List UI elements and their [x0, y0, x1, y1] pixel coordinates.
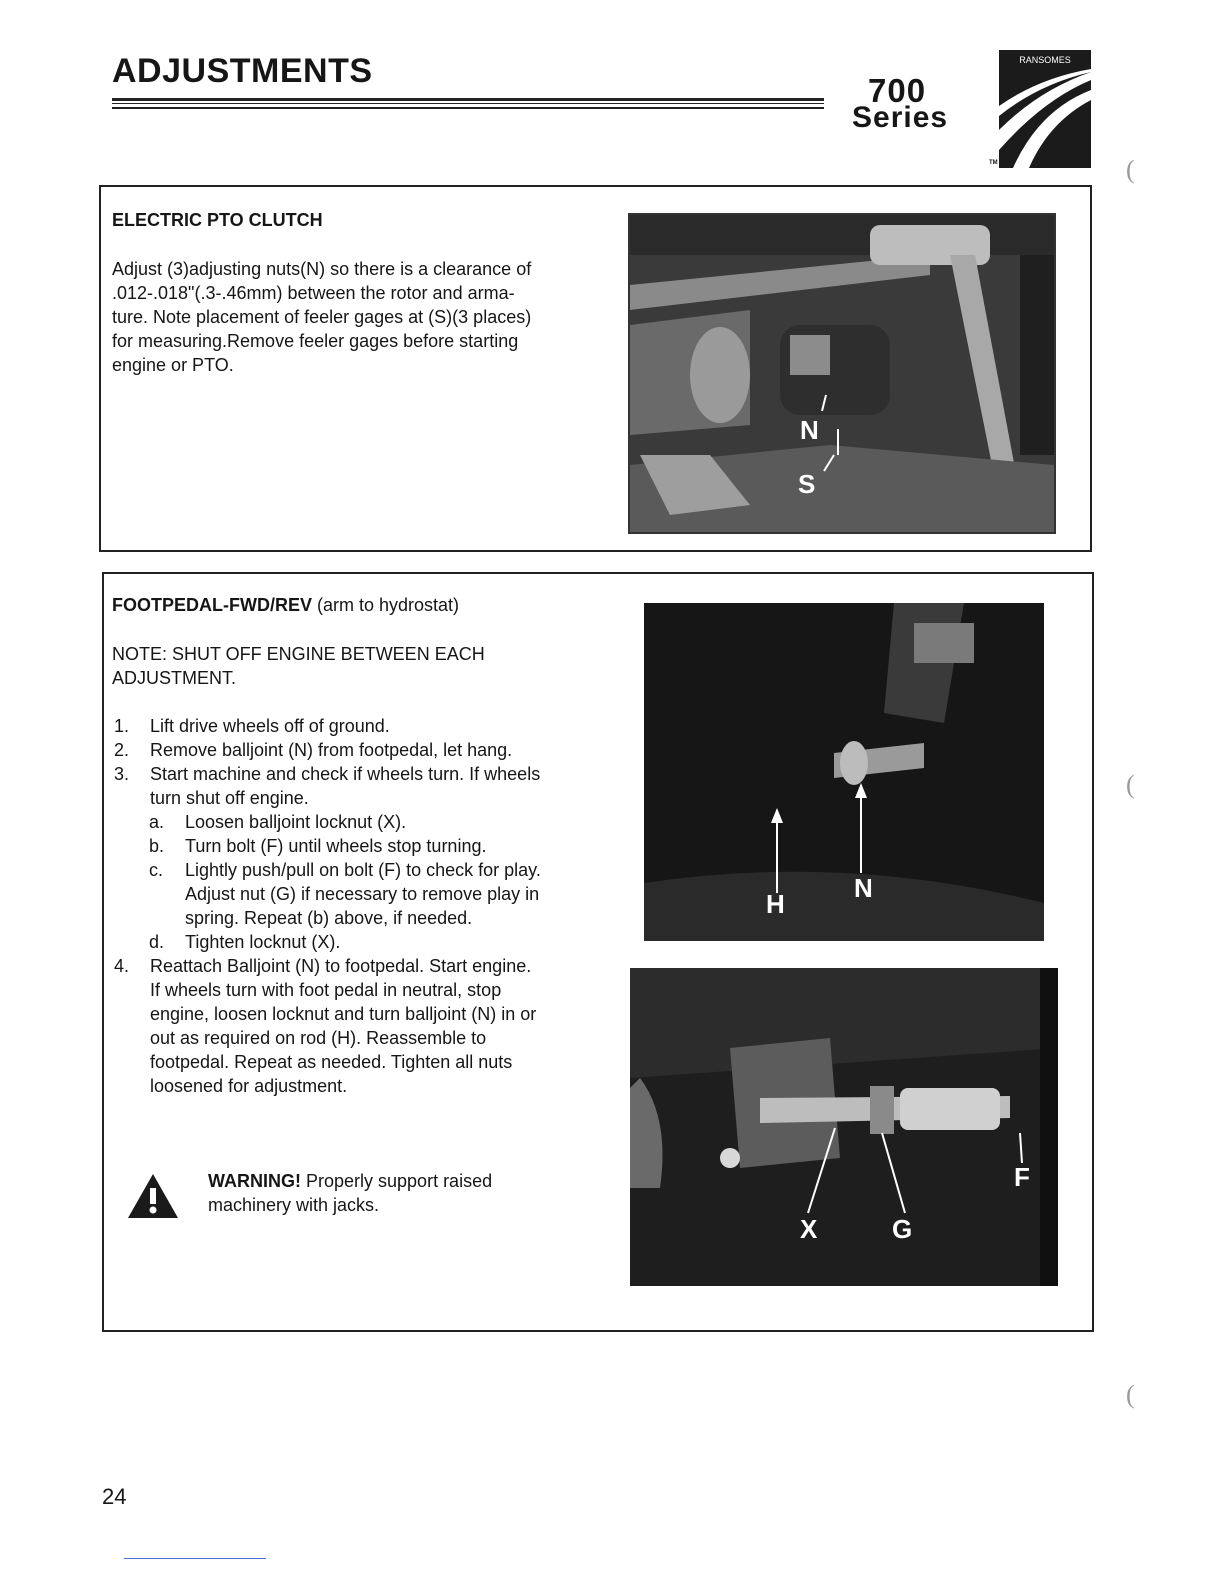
step-number: 3.: [114, 764, 130, 784]
photo-label-n: N: [800, 415, 819, 445]
balljoint-photo-drawing: [644, 603, 1044, 941]
pto-instructions: [112, 257, 592, 377]
step-line: footpedal. Repeat as needed. Tighten all nuts: [150, 1052, 513, 1072]
pto-line: engine or PTO.: [112, 355, 234, 375]
substep-letter: c.: [149, 860, 164, 880]
footpedal-heading: [112, 595, 459, 616]
step-line: Loosen balljoint locknut (X).: [185, 812, 407, 832]
step-number: 2.: [114, 740, 130, 760]
ransomes-logo-icon: [999, 50, 1091, 168]
page-title: ADJUSTMENTS: [112, 52, 373, 90]
warning-line: machinery with jacks.: [208, 1195, 380, 1215]
margin-mark: (: [1126, 1380, 1135, 1409]
step-line: Turn bolt (F) until wheels stop turning.: [185, 836, 487, 856]
pto-clutch-photo: [628, 213, 1056, 534]
photo-label-s: S: [798, 469, 816, 499]
spring-photo-drawing: [630, 968, 1058, 1286]
step-line: spring. Repeat (b) above, if needed.: [185, 908, 473, 928]
footpedal-spring-photo: [630, 968, 1058, 1286]
note-line: ADJUSTMENT.: [112, 668, 237, 688]
note-line: NOTE: SHUT OFF ENGINE BETWEEN EACH: [112, 644, 485, 664]
substep-letter: a.: [149, 812, 165, 832]
photo-label-f: F: [1014, 1162, 1030, 1192]
step-line: Tighten locknut (X).: [185, 932, 341, 952]
pto-line: for measuring.Remove feeler gages before starting: [112, 331, 519, 351]
step-line: Remove balljoint (N) from footpedal, let hang.: [150, 740, 513, 760]
photo-label-h: H: [766, 889, 785, 919]
footpedal-heading-bold: FOOTPEDAL-FWD/REV: [112, 595, 312, 615]
page-number: 24: [102, 1484, 127, 1509]
step-line: If wheels turn with foot pedal in neutral, stop: [150, 980, 502, 1000]
photo-label-g: G: [892, 1214, 913, 1244]
logo-trademark: TM: [989, 160, 998, 166]
step-line: Adjust nut (G) if necessary to remove play in: [185, 884, 540, 904]
margin-mark: (: [1126, 770, 1135, 799]
pto-heading: ELECTRIC PTO CLUTCH: [112, 210, 323, 230]
footpedal-balljoint-photo: [644, 603, 1044, 941]
warning-line: Properly support raised: [301, 1171, 493, 1191]
step-line: loosened for adjustment.: [150, 1076, 348, 1096]
warning-triangle-icon: [126, 1172, 180, 1220]
footpedal-heading-rest: (arm to hydrostat): [312, 595, 460, 615]
margin-mark: (: [1126, 155, 1135, 184]
photo-label-n: N: [854, 873, 873, 903]
footer-divider: [124, 1558, 266, 1559]
logo-series-number: 700: [868, 72, 927, 109]
pto-photo-drawing: [630, 215, 1054, 532]
pto-line: Adjust (3)adjusting nuts(N) so there is a clearance of: [112, 259, 532, 279]
logo-brand-text: RANSOMES: [1019, 55, 1071, 65]
pto-line: ture. Note placement of feeler gages at (S)(3 places): [112, 307, 532, 327]
substep-letter: b.: [149, 836, 165, 856]
warning-message: [208, 1169, 568, 1217]
title-rule-top: [112, 98, 824, 101]
engine-note: [112, 642, 552, 690]
warning-label: WARNING!: [208, 1171, 301, 1191]
title-rule-bottom: [112, 107, 824, 109]
step-number: 4.: [114, 956, 130, 976]
step-line: Reattach Balljoint (N) to footpedal. Start engine.: [150, 956, 532, 976]
photo-label-x: X: [800, 1214, 818, 1244]
title-rule-mid: [112, 103, 824, 104]
substep-letter: d.: [149, 932, 165, 952]
step-line: engine, loosen locknut and turn balljoint (N) in or: [150, 1004, 537, 1024]
step-line: Lightly push/pull on bolt (F) to check for play.: [185, 860, 541, 880]
step-line: Lift drive wheels off of ground.: [150, 716, 390, 736]
step-line: Start machine and check if wheels turn. If wheels: [150, 764, 541, 784]
step-number: 1.: [114, 716, 130, 736]
step-line: out as required on rod (H). Reassemble to: [150, 1028, 487, 1048]
step-line: turn shut off engine.: [150, 788, 309, 808]
pto-line: .012-.018"(.3-.46mm) between the rotor and arma-: [112, 283, 515, 303]
logo-series-word: Series: [852, 101, 949, 134]
